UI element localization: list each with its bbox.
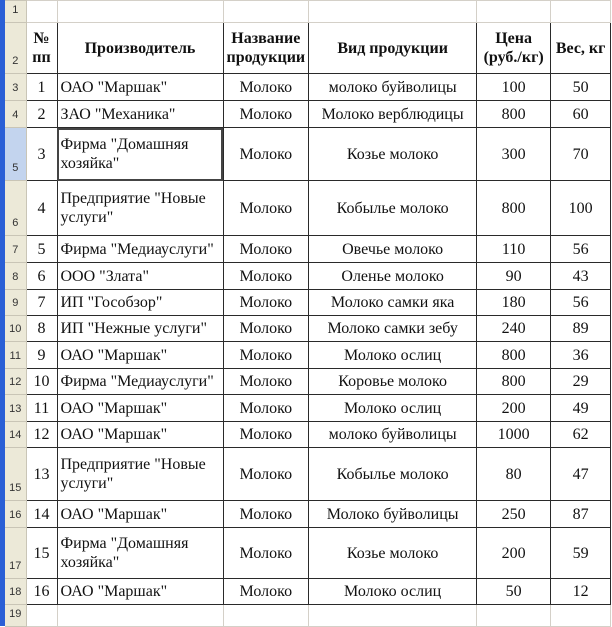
table-row xyxy=(5,316,611,342)
cell[interactable] xyxy=(477,1,551,23)
table-row xyxy=(5,236,611,263)
cell-producer[interactable]: ОАО "Маршак" xyxy=(57,395,223,422)
row-header[interactable]: 18 xyxy=(5,579,26,605)
cell-weight[interactable]: 87 xyxy=(551,501,611,528)
header-producer[interactable]: Производитель xyxy=(57,23,223,74)
cell-weight[interactable]: 59 xyxy=(551,528,611,579)
cell-num[interactable]: 6 xyxy=(26,263,57,290)
cell-price[interactable]: 200 xyxy=(477,395,551,422)
cell-price[interactable]: 240 xyxy=(477,316,551,342)
cell-weight[interactable]: 49 xyxy=(551,395,611,422)
cell-product-name[interactable]: Молоко xyxy=(223,236,309,263)
cell-product-type[interactable]: Овечье молоко xyxy=(309,236,477,263)
table-row xyxy=(5,369,611,395)
row-header[interactable]: 6 xyxy=(5,181,26,236)
cell-product-name[interactable]: Молоко xyxy=(223,501,309,528)
row-header[interactable]: 11 xyxy=(5,342,26,369)
cell-num[interactable]: 11 xyxy=(26,395,57,422)
cell-weight[interactable]: 89 xyxy=(551,316,611,342)
row-header[interactable]: 16 xyxy=(5,501,26,528)
cell-product-type[interactable]: Молоко ослиц xyxy=(309,342,477,369)
cell-producer[interactable]: ЗАО "Механика" xyxy=(57,101,223,128)
cell-num[interactable]: 7 xyxy=(26,290,57,316)
cell-weight[interactable]: 100 xyxy=(551,181,611,236)
cell-producer[interactable]: Предприятие "Новые услуги" xyxy=(57,448,223,501)
row-header[interactable]: 12 xyxy=(5,369,26,395)
cell-weight[interactable]: 50 xyxy=(551,74,611,101)
cell-product-type[interactable]: Козье молоко xyxy=(309,128,477,181)
cell-product-name[interactable]: Молоко xyxy=(223,422,309,448)
cell-price[interactable]: 800 xyxy=(477,342,551,369)
row-header[interactable]: 1 xyxy=(5,1,26,23)
cell[interactable] xyxy=(551,1,611,23)
cell-product-type[interactable]: Кобылье молоко xyxy=(309,181,477,236)
row-header[interactable]: 17 xyxy=(5,528,26,579)
cell-product-name[interactable]: Молоко xyxy=(223,395,309,422)
cell-num[interactable]: 2 xyxy=(26,101,57,128)
table-row xyxy=(5,422,611,448)
row-header[interactable]: 19 xyxy=(5,605,26,627)
cell-product-name[interactable]: Молоко xyxy=(223,263,309,290)
row-header[interactable]: 10 xyxy=(5,316,26,342)
table-row xyxy=(5,501,611,528)
cell-price[interactable]: 180 xyxy=(477,290,551,316)
header-product-type[interactable]: Вид продукции xyxy=(309,23,477,74)
table-row xyxy=(5,101,611,128)
cell-weight[interactable]: 70 xyxy=(551,128,611,181)
cell-num[interactable]: 4 xyxy=(26,181,57,236)
row-header[interactable]: 7 xyxy=(5,236,26,263)
cell-product-name[interactable]: Молоко xyxy=(223,342,309,369)
row-header[interactable]: 4 xyxy=(5,101,26,128)
cell[interactable] xyxy=(26,605,57,627)
cell-producer[interactable]: ОАО "Маршак" xyxy=(57,579,223,605)
table-row xyxy=(5,181,611,236)
header-row xyxy=(5,23,611,74)
header-num[interactable]: № пп xyxy=(26,23,57,74)
cell-price[interactable]: 50 xyxy=(477,579,551,605)
cell-producer[interactable]: Предприятие "Новые услуги" xyxy=(57,181,223,236)
cell-producer[interactable]: ОАО "Маршак" xyxy=(57,422,223,448)
cell-product-type[interactable]: молоко буйволицы xyxy=(309,422,477,448)
cell-price[interactable]: 800 xyxy=(477,181,551,236)
cell-weight[interactable]: 62 xyxy=(551,422,611,448)
cell[interactable] xyxy=(309,1,477,23)
cell-weight[interactable]: 36 xyxy=(551,342,611,369)
cell-price[interactable]: 1000 xyxy=(477,422,551,448)
row-header[interactable]: 13 xyxy=(5,395,26,422)
cell-price[interactable]: 200 xyxy=(477,528,551,579)
cell-num[interactable]: 13 xyxy=(26,448,57,501)
row-header[interactable]: 2 xyxy=(5,23,26,74)
cell-product-name[interactable]: Молоко xyxy=(223,316,309,342)
cell-num[interactable]: 9 xyxy=(26,342,57,369)
sheet-row xyxy=(5,1,611,23)
table-row xyxy=(5,342,611,369)
row-header[interactable]: 15 xyxy=(5,448,26,501)
cell-product-name[interactable]: Молоко xyxy=(223,448,309,501)
cell-product-name[interactable]: Молоко xyxy=(223,74,309,101)
row-header[interactable]: 8 xyxy=(5,263,26,290)
cell-product-type[interactable]: Кобылье молоко xyxy=(309,448,477,501)
row-header[interactable]: 9 xyxy=(5,290,26,316)
cell-product-name[interactable]: Молоко xyxy=(223,579,309,605)
cell-product-type[interactable]: Молоко буйволицы xyxy=(309,501,477,528)
cell-num[interactable]: 1 xyxy=(26,74,57,101)
cell-price[interactable]: 90 xyxy=(477,263,551,290)
cell[interactable] xyxy=(223,605,309,627)
cell[interactable] xyxy=(57,1,223,23)
sheet-row xyxy=(5,605,611,627)
cell-num[interactable]: 5 xyxy=(26,236,57,263)
cell-weight[interactable]: 60 xyxy=(551,101,611,128)
cell-product-name[interactable]: Молоко xyxy=(223,181,309,236)
cell-price[interactable]: 300 xyxy=(477,128,551,181)
header-price[interactable]: Цена (руб./кг) xyxy=(477,23,551,74)
cell-num[interactable]: 8 xyxy=(26,316,57,342)
cell-num[interactable]: 16 xyxy=(26,579,57,605)
cell-weight[interactable]: 47 xyxy=(551,448,611,501)
cell-num[interactable]: 12 xyxy=(26,422,57,448)
cell-product-type[interactable]: молоко буйволицы xyxy=(309,74,477,101)
header-product-name[interactable]: Название продукции xyxy=(223,23,309,74)
cell-num[interactable]: 15 xyxy=(26,528,57,579)
cell-product-type[interactable]: Оленье молоко xyxy=(309,263,477,290)
cell-producer[interactable]: Фирма "Медиауслуги" xyxy=(57,369,223,395)
cell-producer[interactable]: ОАО "Маршак" xyxy=(57,74,223,101)
row-header[interactable]: 14 xyxy=(5,422,26,448)
cell-producer[interactable]: ООО "Злата" xyxy=(57,263,223,290)
table-row xyxy=(5,74,611,101)
cell-price[interactable]: 110 xyxy=(477,236,551,263)
header-weight[interactable]: Вес, кг xyxy=(551,23,611,74)
cell-price[interactable]: 800 xyxy=(477,101,551,128)
cell-producer[interactable]: Фирма "Домашняя хозяйка" xyxy=(57,128,223,181)
table-row xyxy=(5,263,611,290)
cell-producer[interactable]: Фирма "Медиауслуги" xyxy=(57,236,223,263)
cell-num[interactable]: 14 xyxy=(26,501,57,528)
cell[interactable] xyxy=(57,605,223,627)
cell-weight[interactable]: 56 xyxy=(551,290,611,316)
cell-product-type[interactable]: Молоко самки зебу xyxy=(309,316,477,342)
cell-weight[interactable]: 12 xyxy=(551,579,611,605)
cell-producer[interactable]: ИП "Нежные услуги" xyxy=(57,316,223,342)
cell-product-type[interactable]: Молоко ослиц xyxy=(309,395,477,422)
table-row xyxy=(5,290,611,316)
cell-product-name[interactable]: Молоко xyxy=(223,528,309,579)
cell[interactable] xyxy=(551,605,611,627)
cell[interactable] xyxy=(477,605,551,627)
cell[interactable] xyxy=(26,1,57,23)
cell-weight[interactable]: 29 xyxy=(551,369,611,395)
cell-product-name[interactable]: Молоко xyxy=(223,290,309,316)
table-row xyxy=(5,579,611,605)
cell-product-type[interactable]: Козье молоко xyxy=(309,528,477,579)
cell-price[interactable]: 800 xyxy=(477,369,551,395)
cell-product-type[interactable]: Молоко ослиц xyxy=(309,579,477,605)
cell-num[interactable]: 10 xyxy=(26,369,57,395)
cell-weight[interactable]: 43 xyxy=(551,263,611,290)
cell-producer[interactable]: ОАО "Маршак" xyxy=(57,342,223,369)
table-row xyxy=(5,448,611,501)
table-row xyxy=(5,395,611,422)
spreadsheet-grid xyxy=(5,0,611,627)
cell-product-name[interactable]: Молоко xyxy=(223,128,309,181)
cell-num[interactable]: 3 xyxy=(26,128,57,181)
cell-producer[interactable]: Фирма "Домашняя хозяйка" xyxy=(57,528,223,579)
cell[interactable] xyxy=(309,605,477,627)
cell-product-type[interactable]: Молоко верблюдицы xyxy=(309,101,477,128)
cell[interactable] xyxy=(223,1,309,23)
cell-price[interactable]: 250 xyxy=(477,501,551,528)
cell-product-name[interactable]: Молоко xyxy=(223,101,309,128)
cell-producer[interactable]: ОАО "Маршак" xyxy=(57,501,223,528)
cell-product-type[interactable]: Молоко самки яка xyxy=(309,290,477,316)
cell-price[interactable]: 80 xyxy=(477,448,551,501)
cell-product-type[interactable]: Коровье молоко xyxy=(309,369,477,395)
row-header[interactable]: 3 xyxy=(5,74,26,101)
cell-product-name[interactable]: Молоко xyxy=(223,369,309,395)
table-row xyxy=(5,528,611,579)
cell-weight[interactable]: 56 xyxy=(551,236,611,263)
row-header[interactable]: 5 xyxy=(5,128,26,181)
table-row xyxy=(5,128,611,181)
cell-price[interactable]: 100 xyxy=(477,74,551,101)
cell-producer[interactable]: ИП "Гособзор" xyxy=(57,290,223,316)
